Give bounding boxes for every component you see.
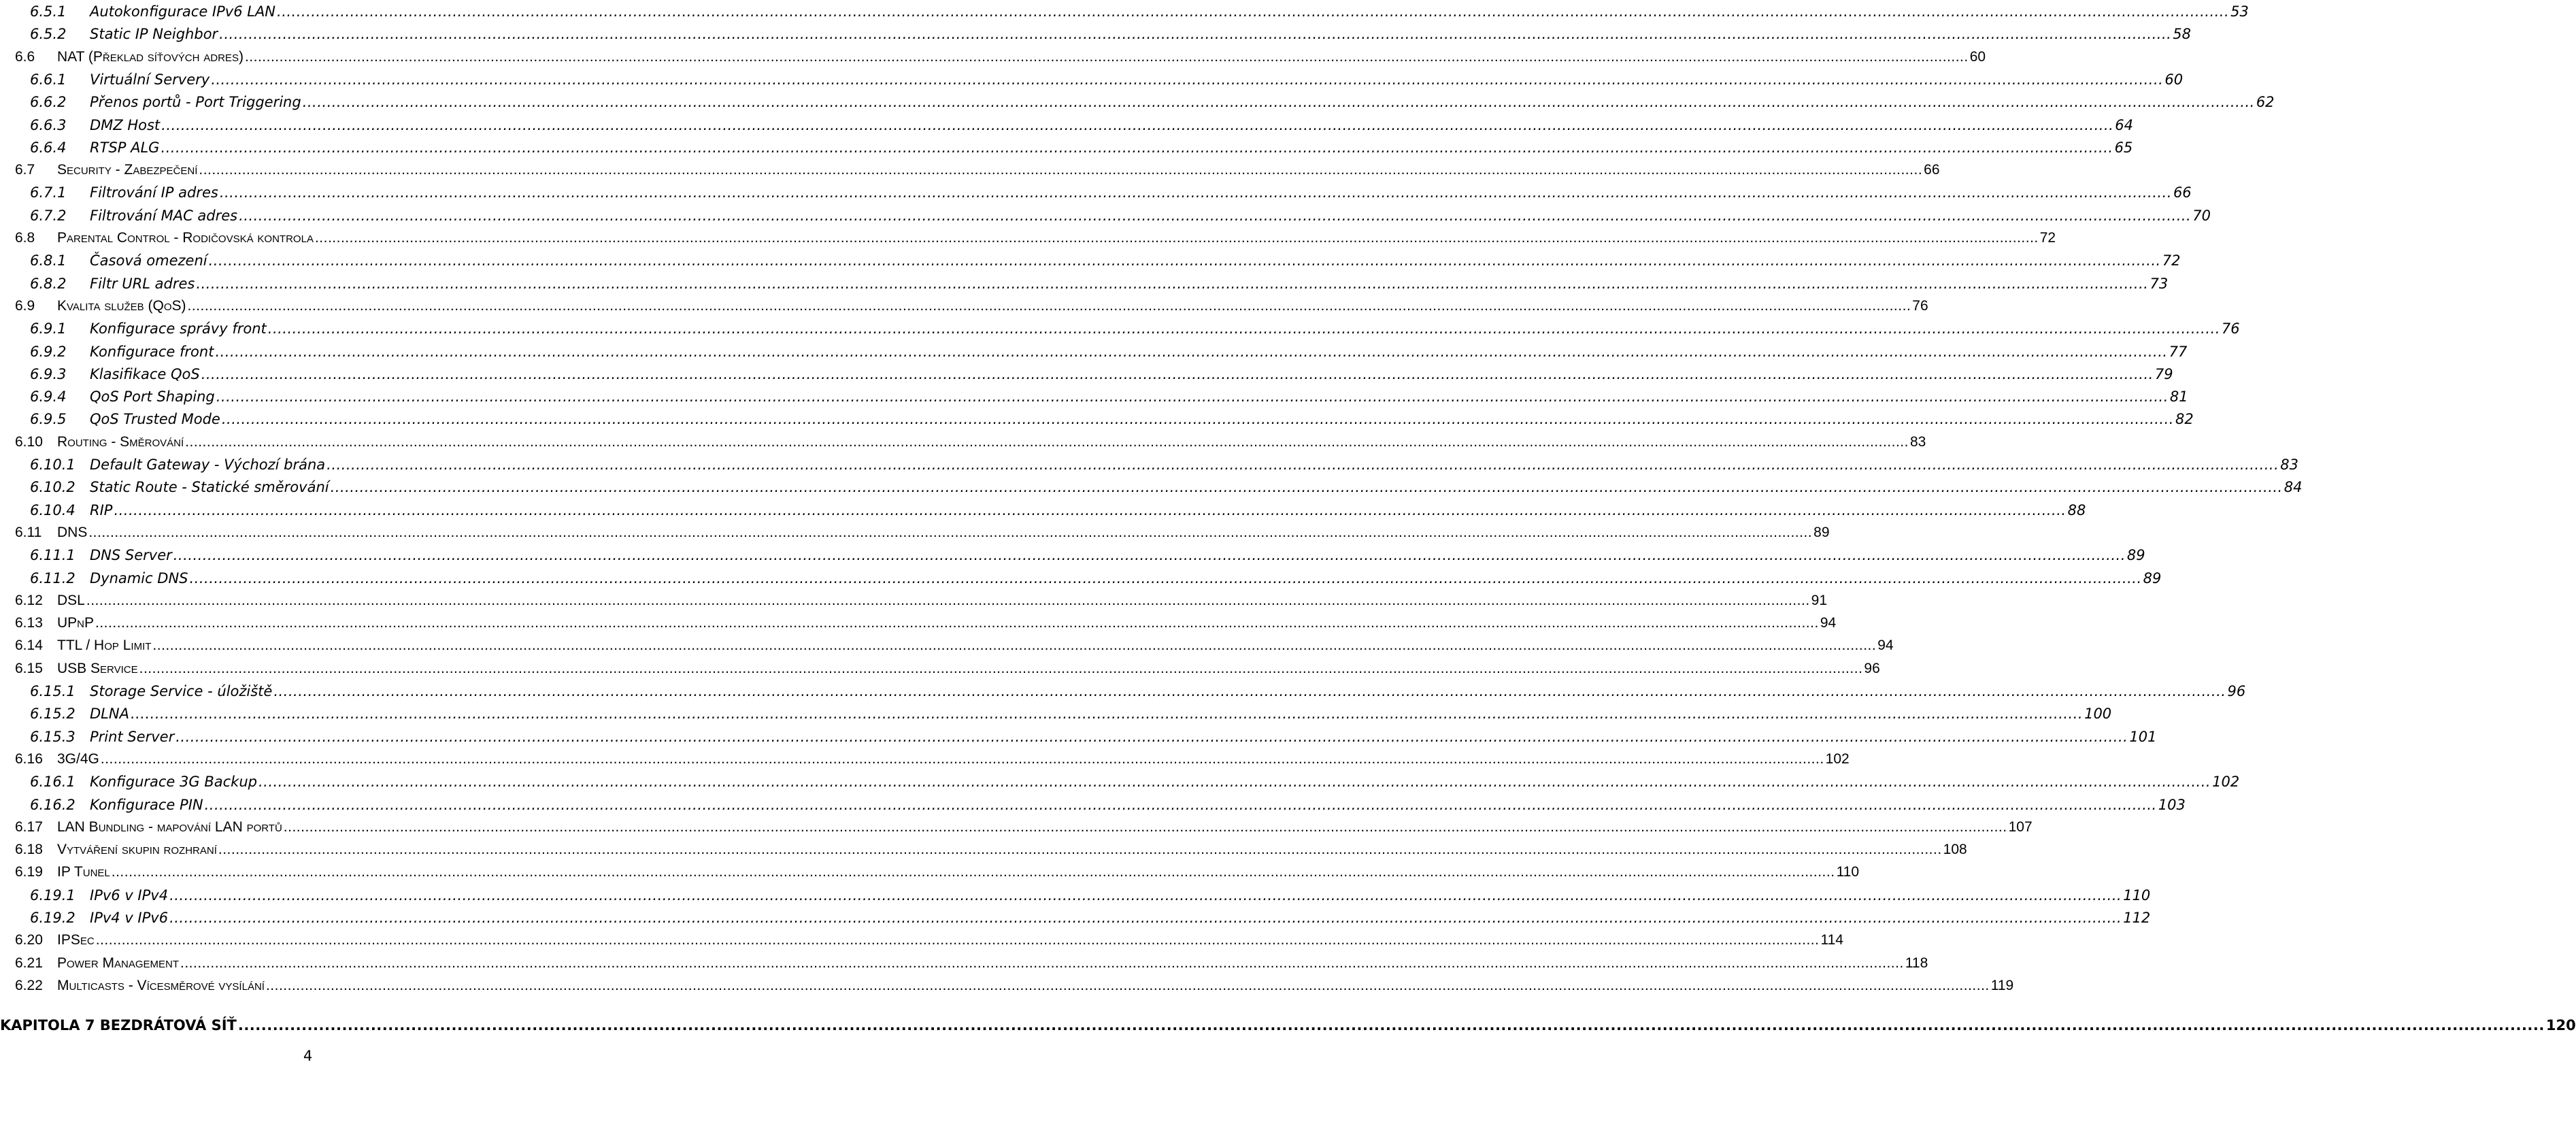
toc-entry[interactable]	[0, 431, 1926, 454]
toc-entry-title: 3G/4G	[57, 750, 99, 767]
toc-entry-title: Konfigurace správy front	[90, 320, 267, 337]
toc-leader-dots: ................................................................................................................................................................................................................................................................................................................................................................................................................	[95, 932, 1820, 948]
toc-entry-page: 89	[2126, 547, 2145, 564]
toc-entry[interactable]	[0, 68, 2184, 91]
toc-entry-number: 6.9	[15, 297, 35, 314]
toc-entry-title: QoS Port Shaping	[90, 388, 215, 405]
toc-entry-number: 6.15.1	[30, 683, 76, 699]
toc-entry-page: 76	[1912, 297, 1928, 314]
toc-leader-dots: ................................................................................................................................................................................................................................................................................................................................................................................................................	[180, 955, 1904, 971]
toc-entry-number: 6.22	[15, 977, 43, 993]
toc-entry[interactable]	[0, 46, 1986, 69]
toc-entry-page: 76	[2221, 320, 2240, 337]
toc-entry-page: 64	[2115, 116, 2134, 133]
toc-leader-dots: ................................................................................................................................................................................................................................................................................................................................................................................................................	[173, 547, 2126, 564]
toc-entry-number: 6.13	[15, 615, 43, 631]
toc-entry[interactable]	[0, 385, 2188, 408]
toc-entry-page: 65	[2114, 139, 2133, 156]
toc-entry-number: 6.16	[15, 750, 43, 767]
toc-entry[interactable]	[0, 363, 2173, 386]
toc-entry-number: 6.10.2	[30, 479, 76, 496]
toc-entry-number: 6.9.5	[30, 411, 67, 428]
toc-entry[interactable]	[0, 0, 2249, 23]
toc-entry-number: 6.5.2	[30, 26, 67, 43]
toc-entry-title: DSL	[57, 592, 85, 608]
toc-leader-dots: ................................................................................................................................................................................................................................................................................................................................................................................................................	[273, 683, 2226, 699]
toc-entry-number: 6.21	[15, 955, 43, 971]
toc-leader-dots: ................................................................................................................................................................................................................................................................................................................................................................................................................	[95, 615, 1819, 631]
toc-leader-dots: ................................................................................................................................................................................................................................................................................................................................................................................................................	[189, 569, 2142, 586]
toc-entry[interactable]	[0, 249, 2181, 272]
toc-entry-number: 6.9.1	[30, 320, 67, 337]
toc-leader-dots: ................................................................................................................................................................................................................................................................................................................................................................................................................	[267, 320, 2220, 337]
toc-entry[interactable]	[0, 159, 1940, 182]
toc-entry-number: 6.15.2	[30, 706, 76, 723]
toc-entry-page: 118	[1905, 955, 1928, 971]
toc-leader-dots: ................................................................................................................................................................................................................................................................................................................................................................................................................	[161, 116, 2114, 133]
toc-entry[interactable]	[0, 793, 2186, 816]
toc-entry-title: Filtr URL adres	[90, 275, 195, 292]
toc-entry-title: Klasifikace QoS	[90, 365, 200, 382]
toc-entry-number: 6.10	[15, 433, 43, 450]
toc-entry-title: UPnP	[57, 615, 95, 631]
toc-entry[interactable]	[0, 702, 2112, 725]
toc-entry-page: 120	[2545, 1017, 2576, 1033]
toc-entry-page: 83	[1909, 433, 1926, 450]
toc-entry-page: 110	[1836, 864, 1860, 880]
toc-entry[interactable]	[0, 861, 1860, 884]
toc-entry-page: 82	[2175, 411, 2194, 428]
page-number: 4	[303, 1048, 313, 1064]
toc-entry-number: 6.7.1	[30, 184, 67, 201]
toc-entry-page: 66	[1924, 162, 1940, 178]
toc-leader-dots: ................................................................................................................................................................................................................................................................................................................................................................................................................	[277, 3, 2230, 20]
toc-leader-dots: ................................................................................................................................................................................................................................................................................................................................................................................................................	[208, 252, 2161, 269]
toc-leader-dots: ................................................................................................................................................................................................................................................................................................................................................................................................................	[88, 524, 1813, 540]
toc-leader-dots: ................................................................................................................................................................................................................................................................................................................................................................................................................	[199, 162, 1923, 178]
toc-entry-page: 89	[1813, 524, 1830, 540]
toc-entry-page: 102	[2212, 774, 2240, 791]
toc-entry-title: Konfigurace PIN	[90, 796, 203, 813]
toc-entry-number: 6.6.2	[30, 94, 67, 111]
toc-chapter-entry[interactable]	[0, 1014, 2576, 1037]
toc-entry[interactable]	[0, 22, 2192, 46]
toc-entry-number: 6.6.3	[30, 116, 67, 133]
toc-leader-dots: ................................................................................................................................................................................................................................................................................................................................................................................................................	[239, 207, 2192, 224]
toc-leader-dots: ................................................................................................................................................................................................................................................................................................................................................................................................................	[161, 139, 2113, 156]
toc-leader-dots: ................................................................................................................................................................................................................................................................................................................................................................................................................	[130, 706, 2084, 723]
toc-leader-dots: ................................................................................................................................................................................................................................................................................................................................................................................................................	[114, 501, 2067, 518]
toc-entry-page: 83	[2280, 457, 2299, 473]
toc-entry-number: 6.6	[15, 48, 35, 65]
toc-entry-page: 53	[2230, 3, 2249, 20]
toc-entry-number: 6.16.2	[30, 796, 76, 813]
toc-entry-page: 70	[2192, 207, 2211, 224]
toc-entry-title: Default Gateway - Výchozí brána	[90, 457, 326, 473]
toc-entry-number: 6.14	[15, 637, 43, 654]
toc-entry[interactable]	[0, 90, 2275, 114]
toc-leader-dots: ................................................................................................................................................................................................................................................................................................................................................................................................................	[221, 411, 2174, 428]
toc-entry-page: 96	[2227, 683, 2246, 699]
toc-entry-title: Multicasts - Vícesměrové vysílání	[57, 977, 265, 993]
toc-entry-number: 6.10.1	[30, 457, 76, 473]
toc-entry-title: Static IP Neighbor	[90, 26, 218, 43]
toc-leader-dots: ................................................................................................................................................................................................................................................................................................................................................................................................................	[187, 297, 1911, 314]
toc-entry-title: KAPITOLA 7 BEZDRÁTOVÁ SÍŤ	[0, 1017, 237, 1033]
toc-entry-number: 6.6.1	[30, 71, 67, 88]
toc-entry-page: 58	[2173, 26, 2192, 43]
toc-entry-title: Static Route - Statické směrování	[90, 479, 329, 496]
toc-entry[interactable]	[0, 974, 2014, 997]
toc-entry-page: 81	[2169, 388, 2188, 405]
toc-entry[interactable]	[0, 748, 1850, 771]
toc-entry-title: Časová omezení	[90, 252, 207, 269]
toc-entry-title: Autokonfigurace IPv6 LAN	[90, 3, 276, 20]
toc-entry-page: 72	[2039, 230, 2056, 246]
toc-entry-title: DNS Server	[90, 547, 172, 564]
toc-entry-title: DNS	[57, 524, 88, 540]
toc-entry-title: QoS Trusted Mode	[90, 411, 220, 428]
toc-entry[interactable]	[0, 589, 1828, 612]
toc-entry[interactable]	[0, 884, 2151, 907]
toc-entry-number: 6.20	[15, 932, 43, 948]
toc-entry-page: 112	[2123, 910, 2151, 926]
toc-entry-title: Storage Service - úložiště	[90, 683, 273, 699]
toc-entry-title: NAT (Překlad síťových adres)	[57, 48, 244, 65]
toc-entry[interactable]	[0, 408, 2194, 431]
toc-entry-page: 94	[1820, 615, 1837, 631]
toc-entry-title: Security - Zabezpečení	[57, 162, 198, 178]
toc-entry[interactable]	[0, 838, 1967, 861]
toc-entry[interactable]	[0, 906, 2151, 929]
toc-leader-dots: ................................................................................................................................................................................................................................................................................................................................................................................................................	[219, 184, 2172, 201]
toc-leader-dots: ................................................................................................................................................................................................................................................................................................................................................................................................................	[215, 343, 2168, 360]
toc-entry-number: 6.9.3	[30, 365, 67, 382]
toc-leader-dots: ................................................................................................................................................................................................................................................................................................................................................................................................................	[237, 1017, 2545, 1033]
toc-entry-page: 66	[2173, 184, 2192, 201]
toc-leader-dots: ................................................................................................................................................................................................................................................................................................................................................................................................................	[169, 887, 2122, 904]
toc-entry-number: 6.12	[15, 592, 43, 608]
toc-entry-page: 101	[2129, 728, 2157, 745]
toc-entry-number: 6.19	[15, 864, 43, 880]
toc-entry-title: Vytváření skupin rozhraní	[57, 842, 217, 858]
toc-entry-number: 6.8.2	[30, 275, 67, 292]
toc-entry-title: Routing - Směrování	[57, 433, 184, 450]
toc-entry-page: 91	[1811, 592, 1828, 608]
toc-entry-number: 6.19.2	[30, 910, 76, 926]
toc-entry-title: RTSP ALG	[90, 139, 160, 156]
toc-entry[interactable]	[0, 499, 2086, 522]
toc-entry-page: 102	[1825, 750, 1850, 767]
toc-leader-dots: ................................................................................................................................................................................................................................................................................................................................................................................................................	[100, 750, 1824, 767]
toc-leader-dots: ................................................................................................................................................................................................................................................................................................................................................................................................................	[196, 275, 2149, 292]
toc-entry[interactable]	[0, 612, 1837, 635]
toc-entry-number: 6.11.1	[30, 547, 76, 564]
toc-entry-number: 6.15.3	[30, 728, 76, 745]
toc-leader-dots: ................................................................................................................................................................................................................................................................................................................................................................................................................	[283, 818, 2007, 835]
toc-leader-dots: ................................................................................................................................................................................................................................................................................................................................................................................................................	[169, 910, 2122, 926]
toc-entry-number: 6.9.4	[30, 388, 67, 405]
toc-entry-number: 6.11	[15, 524, 42, 540]
toc-entry[interactable]	[0, 929, 1843, 952]
toc-entry-title: LAN Bundling - mapování LAN portů	[57, 818, 282, 835]
toc-entry-title: Filtrování IP adres	[90, 184, 218, 201]
toc-entry-page: 119	[1990, 977, 2014, 993]
toc-entry[interactable]	[0, 544, 2145, 567]
toc-entry-title: Virtuální Servery	[90, 71, 210, 88]
toc-entry[interactable]	[0, 272, 2169, 295]
toc-entry-number: 6.8	[15, 230, 35, 246]
toc-entry[interactable]	[0, 453, 2299, 476]
toc-entry-number: 6.10.4	[30, 501, 76, 518]
toc-entry-title: IPSec	[57, 932, 95, 948]
toc-entry[interactable]	[0, 476, 2303, 499]
toc-entry-number: 6.7	[15, 162, 35, 178]
toc-entry[interactable]	[0, 680, 2246, 703]
toc-entry-number: 6.11.2	[30, 569, 76, 586]
toc-entry-page: 84	[2284, 479, 2303, 496]
toc-entry-title: Přenos portů - Port Triggering	[90, 94, 301, 111]
toc-entry-title: Dynamic DNS	[90, 569, 188, 586]
toc-entry-page: 94	[1877, 637, 1894, 654]
toc-entry-page: 89	[2143, 569, 2162, 586]
toc-entry[interactable]	[0, 567, 2162, 590]
toc-entry-page: 110	[2123, 887, 2151, 904]
toc-entry[interactable]	[0, 204, 2211, 227]
toc-entry-page: 62	[2256, 94, 2275, 111]
toc-entry[interactable]	[0, 227, 2056, 250]
toc-entry-title: RIP	[90, 501, 113, 518]
toc-entry-page: 60	[1969, 48, 1986, 65]
toc-leader-dots: ................................................................................................................................................................................................................................................................................................................................................................................................................	[204, 796, 2157, 813]
toc-entry-page: 60	[2164, 71, 2184, 88]
toc-entry-page: 100	[2084, 706, 2112, 723]
toc-entry-title: IPv4 v IPv6	[90, 910, 169, 926]
toc-entry-number: 6.15	[15, 660, 43, 676]
toc-entry[interactable]	[0, 295, 1928, 318]
toc-entry[interactable]	[0, 816, 2033, 839]
toc-entry-number: 6.7.2	[30, 207, 67, 224]
toc-entry-number: 6.16.1	[30, 774, 76, 791]
toc-leader-dots: ................................................................................................................................................................................................................................................................................................................................................................................................................	[201, 365, 2154, 382]
toc-leader-dots: ................................................................................................................................................................................................................................................................................................................................................................................................................	[216, 388, 2169, 405]
toc-leader-dots: ................................................................................................................................................................................................................................................................................................................................................................................................................	[218, 842, 1942, 858]
toc-leader-dots: ................................................................................................................................................................................................................................................................................................................................................................................................................	[211, 71, 2164, 88]
toc-entry-title: DLNA	[90, 706, 129, 723]
toc-entry-number: 6.6.4	[30, 139, 67, 156]
toc-entry[interactable]	[0, 952, 1928, 975]
toc-entry-title: Print Server	[90, 728, 175, 745]
toc-leader-dots: ................................................................................................................................................................................................................................................................................................................................................................................................................	[185, 433, 1909, 450]
toc-entry[interactable]	[0, 136, 2133, 159]
toc-entry-title: USB Service	[57, 660, 138, 676]
toc-entry[interactable]	[0, 521, 1830, 544]
toc-entry-title: Kvalita služeb (QoS)	[57, 297, 186, 314]
toc-entry[interactable]	[0, 317, 2240, 340]
toc-leader-dots: ................................................................................................................................................................................................................................................................................................................................................................................................................	[302, 94, 2255, 111]
toc-entry-number: 6.5.1	[30, 3, 67, 20]
toc-entry[interactable]	[0, 770, 2240, 793]
toc-entry-title: Parental Control - Rodičovská kontrola	[57, 230, 314, 246]
toc-entry-page: 114	[1820, 932, 1843, 948]
toc-entry[interactable]	[0, 634, 1894, 657]
toc-entry-page: 108	[1943, 842, 1967, 858]
toc-entry[interactable]	[0, 181, 2192, 204]
toc-leader-dots: ................................................................................................................................................................................................................................................................................................................................................................................................................	[139, 660, 1863, 676]
toc-leader-dots: ................................................................................................................................................................................................................................................................................................................................................................................................................	[265, 977, 1990, 993]
toc-leader-dots: ................................................................................................................................................................................................................................................................................................................................................................................................................	[111, 864, 1835, 880]
toc-leader-dots: ................................................................................................................................................................................................................................................................................................................................................................................................................	[258, 774, 2211, 791]
toc-leader-dots: ................................................................................................................................................................................................................................................................................................................................................................................................................	[86, 592, 1810, 608]
toc-leader-dots: ................................................................................................................................................................................................................................................................................................................................................................................................................	[314, 230, 2039, 246]
toc-entry-page: 88	[2067, 501, 2086, 518]
toc-entry-title: Konfigurace 3G Backup	[90, 774, 257, 791]
toc-entry[interactable]	[0, 725, 2157, 748]
toc-entry-page: 96	[1864, 660, 1880, 676]
toc-entry-number: 6.8.1	[30, 252, 67, 269]
toc-entry-title: TTL / Hop Limit	[57, 637, 152, 654]
toc-entry-page: 103	[2158, 796, 2186, 813]
toc-entry-title: IP Tunel	[57, 864, 110, 880]
toc-entry-page: 107	[2008, 818, 2033, 835]
toc-entry-page: 73	[2150, 275, 2169, 292]
toc-entry-page: 79	[2154, 365, 2173, 382]
toc-entry-title: Konfigurace front	[90, 343, 214, 360]
toc-leader-dots: ................................................................................................................................................................................................................................................................................................................................................................................................................	[330, 479, 2283, 496]
toc-entry-title: Power Management	[57, 955, 180, 971]
toc-entry[interactable]	[0, 114, 2134, 137]
toc-entry-title: Filtrování MAC adres	[90, 207, 238, 224]
toc-entry-number: 6.17	[15, 818, 43, 835]
toc-entry-number: 6.19.1	[30, 887, 76, 904]
toc-entry-page: 77	[2169, 343, 2188, 360]
toc-entry-number: 6.18	[15, 842, 43, 858]
toc-leader-dots: ................................................................................................................................................................................................................................................................................................................................................................................................................	[175, 728, 2128, 745]
toc-entry[interactable]	[0, 340, 2188, 363]
toc-entry-title: IPv6 v IPv4	[90, 887, 169, 904]
toc-leader-dots: ................................................................................................................................................................................................................................................................................................................................................................................................................	[244, 48, 1969, 65]
toc-entry-number: 6.9.2	[30, 343, 67, 360]
toc-entry[interactable]	[0, 657, 1880, 680]
toc-leader-dots: ................................................................................................................................................................................................................................................................................................................................................................................................................	[219, 26, 2172, 43]
toc-leader-dots: ................................................................................................................................................................................................................................................................................................................................................................................................................	[327, 457, 2279, 473]
toc-entry-page: 72	[2162, 252, 2181, 269]
toc-leader-dots: ................................................................................................................................................................................................................................................................................................................................................................................................................	[152, 637, 1877, 654]
toc-entry-title: DMZ Host	[90, 116, 161, 133]
